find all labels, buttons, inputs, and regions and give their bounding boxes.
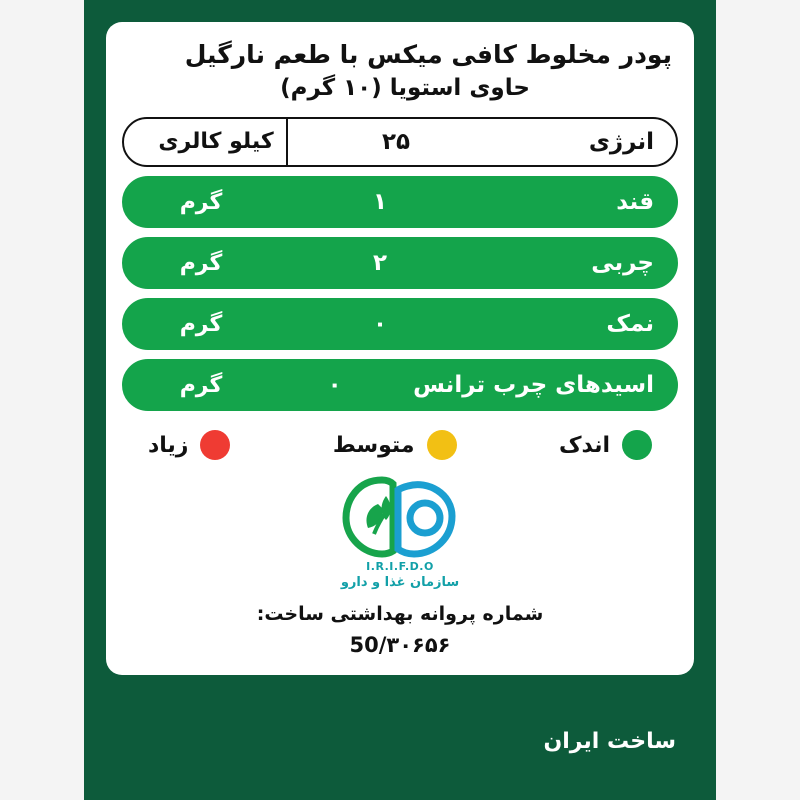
product-title-line1: پودر مخلوط کافی میکس با طعم نارگیل [184,40,672,69]
legend-label-high: زیاد [148,432,189,458]
nutrition-row-fat [122,237,678,289]
nutrient-unit: گرم [179,372,223,398]
license-number: 50/۳۰۶۵۶ [349,632,451,657]
legend-item-medium [333,430,457,460]
nutrient-unit: گرم [179,250,223,276]
traffic-light-legend [122,420,678,464]
nutrient-unit: گرم [179,189,223,215]
nutrition-row-sugar [122,176,678,228]
nutrient-value: ۰ [372,311,388,338]
nutrient-unit: گرم [179,311,223,337]
nutrient-name: چربی [591,250,654,277]
logo-latin-caption: I.R.I.F.D.O [366,560,434,574]
nutrient-name: نمک [606,311,654,338]
legend-item-high [148,430,230,460]
nutrition-card [106,22,694,675]
made-in-label: ساخت ایران [543,729,676,754]
nutrient-name: قند [616,189,654,216]
regulator-logo-block [122,464,678,590]
nutrition-row-trans-fat [122,359,678,411]
nutrition-row-salt [122,298,678,350]
label-panel [84,0,716,800]
yellow-circle-icon [427,430,457,460]
nutrient-name: انرژی [588,129,654,156]
legend-label-low: اندک [558,432,610,458]
nutrition-rows [122,117,678,411]
product-title-line2: حاوی استویا (۱۰ گرم) [280,74,530,101]
license-block [122,590,678,659]
green-circle-icon [622,430,652,460]
logo-persian-caption: سازمان غذا و دارو [340,575,460,591]
nutrient-value: ۱ [372,189,388,216]
nutrition-row-energy [122,117,678,167]
nutrient-value: ۰ [327,372,342,399]
license-label: شماره پروانه بهداشتی ساخت: [256,603,544,626]
iran-food-and-drug-administration-logo [330,470,470,562]
nutrient-unit: کیلو کالری [146,119,288,165]
red-circle-icon [200,430,230,460]
nutrient-value: ۲۵ [381,129,411,156]
nutrient-value: ۲ [372,250,388,277]
nutrient-name: اسیدهای چرب ترانس [413,372,654,399]
legend-item-low [559,430,652,460]
product-title-block [122,36,678,111]
legend-label-medium: متوسط [332,432,415,458]
